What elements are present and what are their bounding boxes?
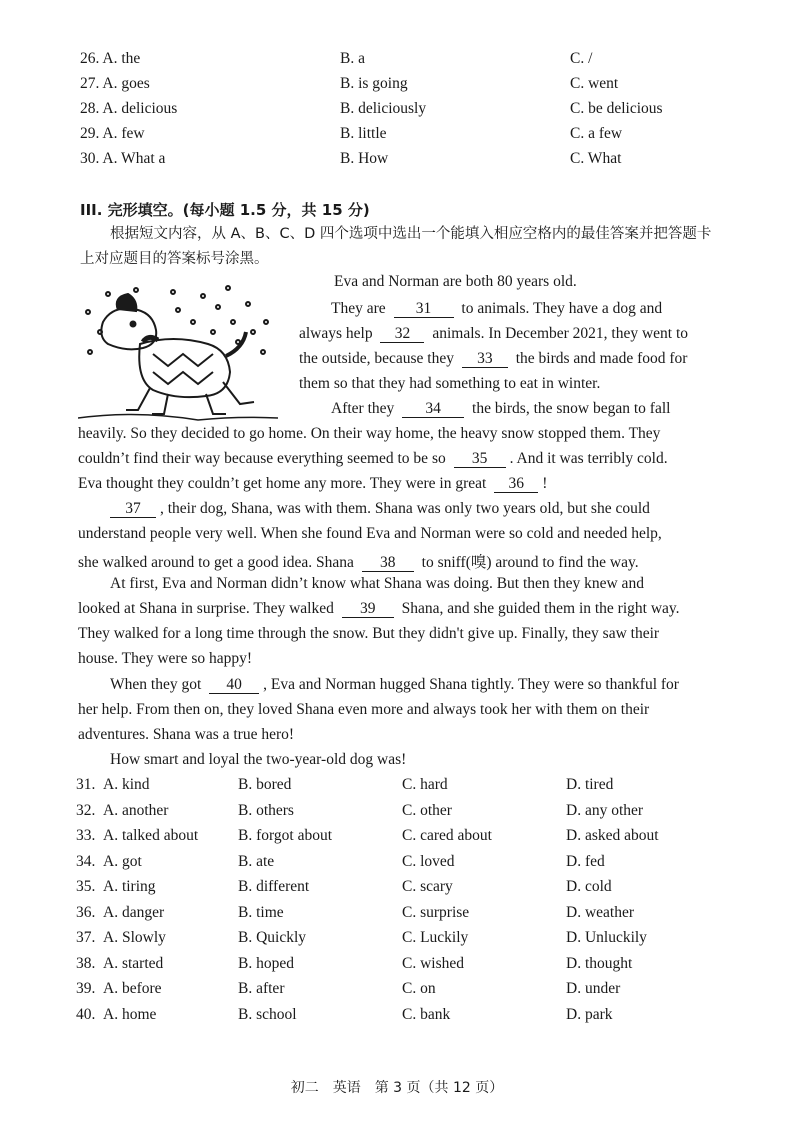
blank-40: 40: [209, 677, 259, 694]
passage-line: heavily. So they decided to go home. On their way home, the heavy snow stopped them. They: [78, 425, 661, 442]
option-c: C. on: [402, 980, 436, 997]
option-b: B. others: [238, 801, 294, 819]
dog-in-snow-icon: [78, 282, 278, 422]
option-a: A. talked about: [103, 827, 199, 844]
option-c: C. cared about: [402, 827, 492, 844]
option-b: B. forgot about: [238, 827, 332, 844]
blank-33: 33: [462, 351, 508, 368]
option-d: D. tired: [566, 776, 614, 793]
question-row: [76, 853, 726, 879]
question-row: [76, 955, 726, 981]
option-row-30: [80, 150, 760, 175]
option-c: C. surprise: [402, 903, 470, 921]
option-a: A. home: [103, 1005, 157, 1023]
question-row: [76, 929, 726, 955]
passage-line: They are 31 to animals. They have a dog and: [331, 300, 663, 317]
option-d: D. fed: [566, 852, 605, 870]
option-d: D. asked about: [566, 827, 659, 844]
option-b: B. time: [238, 903, 284, 921]
passage-title: Eva and Norman are both 80 years old.: [334, 273, 577, 290]
question-number: 36.: [76, 903, 96, 921]
option-b: B. is going: [340, 75, 408, 92]
option-c: C. other: [402, 801, 452, 819]
option-b: B. little: [340, 125, 387, 142]
question-row: [76, 827, 726, 853]
question-row: [76, 904, 726, 930]
question-number: 38.: [76, 954, 96, 972]
option-d: D. park: [566, 1005, 613, 1023]
passage-line: house. They were so happy!: [78, 650, 253, 667]
option-c: C. be delicious: [570, 100, 663, 117]
option-c: C. scary: [402, 878, 453, 895]
option-c: C. went: [570, 75, 619, 92]
passage-line: always help 32 animals. In December 2021, they went to: [299, 325, 689, 342]
passage-line: looked at Shana in surprise. They walked 39 Shana, and she guided them in the right way.: [78, 600, 680, 617]
question-row: [76, 980, 726, 1006]
option-row-28: [80, 100, 760, 125]
option-d: D. thought: [566, 954, 633, 972]
blank-39: 39: [342, 601, 394, 618]
option-a: 28. A. delicious: [80, 100, 178, 117]
option-b: B. different: [238, 878, 310, 895]
blank-36: 36: [494, 476, 538, 493]
option-b: B. deliciously: [340, 100, 427, 117]
option-a: A. Slowly: [103, 929, 166, 946]
blank-31: 31: [394, 301, 454, 318]
option-d: D. any other: [566, 801, 644, 819]
section-title: III. 完形填空。(每小题 1.5 分，共 15 分): [80, 201, 370, 219]
option-b: B. school: [238, 1005, 297, 1023]
passage-line: After they 34 the birds, the snow began to fall: [331, 400, 671, 417]
question-number: 35.: [76, 878, 96, 895]
question-number: 40.: [76, 1005, 96, 1023]
option-c: C. bank: [402, 1005, 451, 1023]
question-number: 39.: [76, 980, 96, 997]
option-d: D. weather: [566, 903, 634, 921]
option-row-27: [80, 75, 760, 100]
blank-38: 38: [362, 555, 414, 572]
option-c: C. a few: [570, 125, 623, 142]
option-b: B. hoped: [238, 954, 294, 972]
question-number: 33.: [76, 827, 96, 844]
blank-35: 35: [454, 451, 506, 468]
question-number: 34.: [76, 852, 96, 870]
questions-31-40: [76, 776, 726, 1031]
passage-line: the outside, because they 33 the birds and made food for: [299, 350, 688, 367]
section-instruction: 根据短文内容，从 A、B、C、D 四个选项中选出一个能填入相应空格内的最佳答案并把答题卡上对应题目的答案标号涂黑。: [80, 226, 712, 267]
option-d: D. Unluckily: [566, 929, 647, 946]
passage-line: 37 , their dog, Shana, was with them. Shana was only two years old, but she could: [110, 500, 718, 518]
option-b: B. ate: [238, 852, 275, 870]
option-a: 30. A. What a: [80, 150, 166, 167]
option-c: C. loved: [402, 852, 455, 870]
option-b: B. bored: [238, 776, 292, 793]
passage-line: Eva thought they couldn’t get home any more. They were in great 36 !: [78, 475, 548, 492]
question-row: [76, 776, 726, 802]
option-a: A. got: [103, 852, 142, 870]
blank-34: 34: [402, 401, 464, 418]
option-a: A. another: [103, 801, 169, 819]
passage-line: At first, Eva and Norman didn’t know what Shana was doing. But then they knew and: [110, 575, 644, 592]
option-a: 26. A. the: [80, 50, 141, 67]
blank-32: 32: [380, 326, 424, 343]
passage-line: couldn’t find their way because everything seemed to be so 35 . And it was terribly cold.: [78, 450, 668, 467]
passage-line: They walked for a long time through the snow. But they didn't give up. Finally, they saw their: [78, 625, 660, 642]
passage-line: How smart and loyal the two-year-old dog was!: [110, 751, 407, 768]
question-row: [76, 802, 726, 828]
passage-line: understand people very well. When she found Eva and Norman were so cold and needed help,: [78, 525, 662, 542]
question-number: 37.: [76, 929, 96, 946]
option-c: C. /: [570, 50, 593, 67]
option-b: B. How: [340, 150, 389, 167]
option-a: A. kind: [103, 776, 150, 793]
option-b: B. after: [238, 980, 285, 997]
option-a: A. started: [103, 954, 164, 972]
passage-line: adventures. Shana was a true hero!: [78, 726, 295, 743]
page-footer: 初二 英语 第 3 页（共 12 页）: [290, 1080, 504, 1096]
option-d: D. under: [566, 980, 621, 997]
question-number: 32.: [76, 801, 96, 819]
passage-line: them so that they had something to eat in winter.: [299, 375, 601, 392]
options-26-30: [80, 50, 760, 175]
passage-line: her help. From then on, they loved Shana even more and always took her with them on their: [78, 701, 650, 718]
option-b: B. Quickly: [238, 929, 307, 946]
blank-37: 37: [110, 501, 156, 518]
passage-line: When they got 40 , Eva and Norman hugged Shana tightly. They were so thankful for: [110, 676, 679, 693]
option-row-29: [80, 125, 760, 150]
question-row: [76, 878, 726, 904]
option-c: C. What: [570, 150, 622, 167]
option-b: B. a: [340, 50, 365, 67]
option-a: 27. A. goes: [80, 75, 150, 92]
option-a: 29. A. few: [80, 125, 145, 142]
option-c: C. wished: [402, 954, 464, 972]
passage-line: she walked around to get a good idea. Shana 38 to sniff(嗅) around to find the way.: [78, 554, 639, 571]
question-row: [76, 1006, 726, 1032]
option-a: A. danger: [103, 903, 165, 921]
option-d: D. cold: [566, 878, 612, 895]
option-a: A. before: [103, 980, 162, 997]
option-row-26: [80, 50, 760, 75]
question-number: 31.: [76, 776, 96, 793]
option-a: A. tiring: [103, 878, 156, 895]
option-c: C. Luckily: [402, 929, 469, 946]
option-c: C. hard: [402, 776, 448, 793]
